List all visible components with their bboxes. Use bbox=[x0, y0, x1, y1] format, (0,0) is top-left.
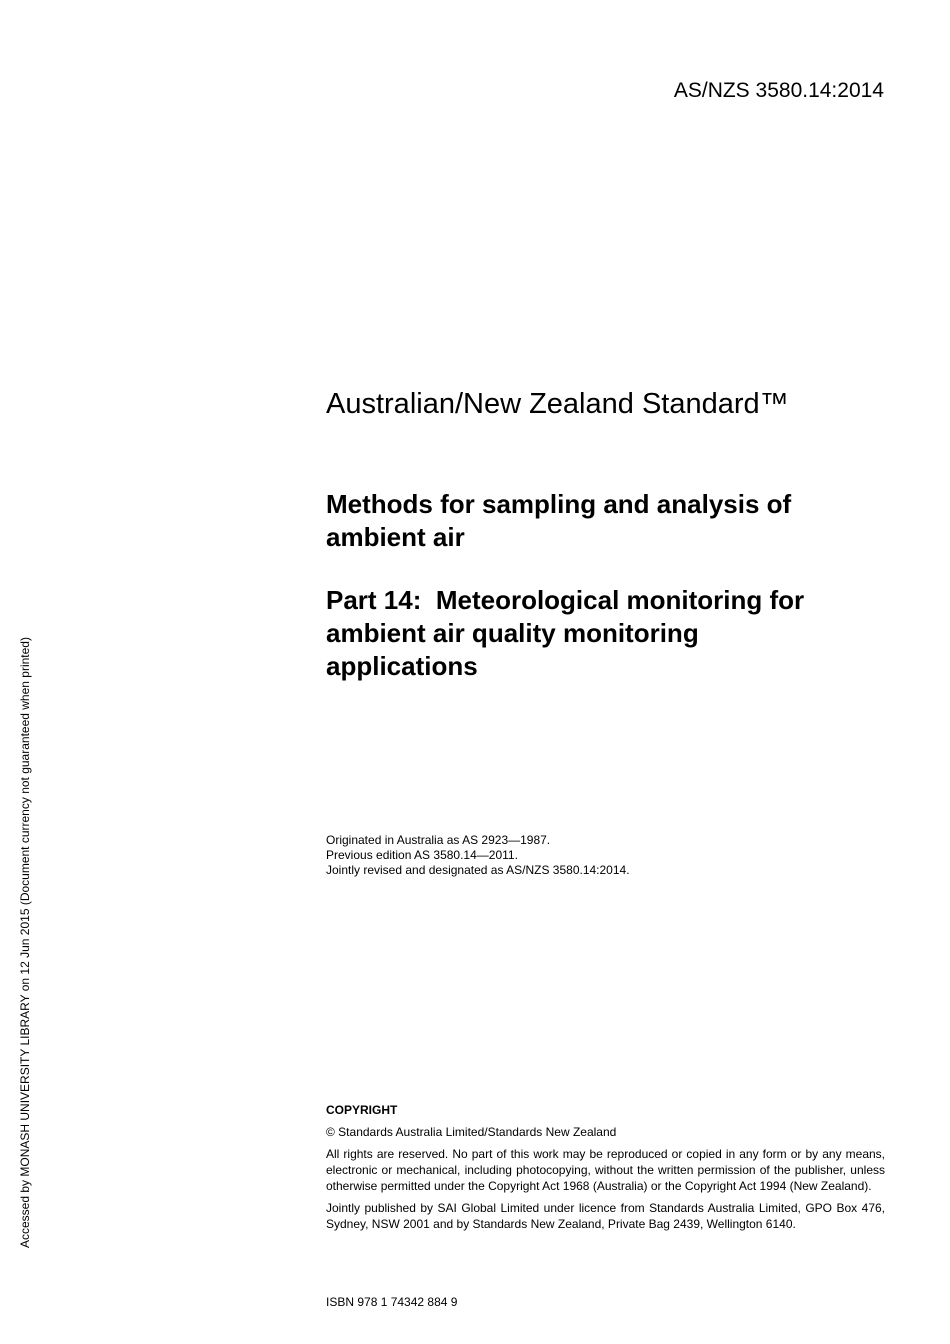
main-title-line-1: Methods for sampling and analysis of bbox=[326, 489, 792, 519]
part-title-line-1: Part 14: Meteorological monitoring for bbox=[326, 585, 805, 615]
part-title-line-2: ambient air quality monitoring bbox=[326, 618, 699, 648]
copyright-heading: COPYRIGHT bbox=[326, 1103, 398, 1117]
publication-history bbox=[326, 833, 630, 878]
part-title bbox=[326, 584, 906, 683]
series-title: Australian/New Zealand Standard™ bbox=[326, 388, 789, 420]
copyright-block bbox=[326, 1102, 885, 1238]
copyright-rights: All rights are reserved. No part of this work may be reproduced or copied in any form or by any means, electronic or mechanical, including photocopying, without the written permission of the publisher, unless otherwise permitted under the Copyright Act 1968 (Australia) or the Copyright Act 1994 (New Zealand). bbox=[326, 1147, 885, 1193]
history-line: Previous edition AS 3580.14—2011. bbox=[326, 848, 518, 862]
standard-number: AS/NZS 3580.14:2014 bbox=[673, 79, 884, 102]
copyright-publisher: Jointly published by SAI Global Limited under licence from Standards Australia Limited, GPO Box 476, Sydney, NSW 2001 and by Standards New Zealand, Private Bag 2439, Wellington 6140. bbox=[326, 1201, 885, 1231]
access-note: Accessed by MONASH UNIVERSITY LIBRARY on 12 Jun 2015 (Document currency not guaranteed when printed) bbox=[18, 637, 32, 1248]
main-title bbox=[326, 488, 906, 554]
main-title-line-2: ambient air bbox=[326, 522, 465, 552]
part-title-line-3: applications bbox=[326, 651, 478, 681]
copyright-holder: © Standards Australia Limited/Standards New Zealand bbox=[326, 1125, 617, 1139]
history-line: Jointly revised and designated as AS/NZS 3580.14:2014. bbox=[326, 863, 630, 877]
history-line: Originated in Australia as AS 2923—1987. bbox=[326, 833, 551, 847]
isbn: ISBN 978 1 74342 884 9 bbox=[326, 1295, 458, 1309]
